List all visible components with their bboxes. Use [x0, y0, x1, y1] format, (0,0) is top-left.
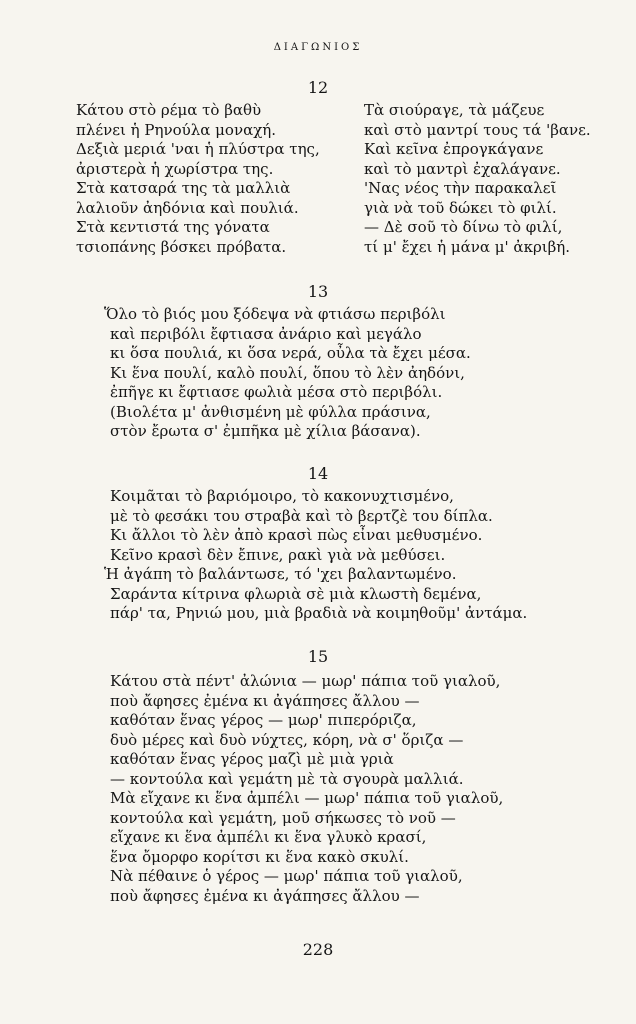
verse-line: Δεξιὰ μεριά 'ναι ἡ πλύστρα της,: [76, 140, 320, 158]
verse-line: καὶ τὸ μαντρὶ ἐχαλάγανε.: [364, 159, 561, 178]
verse-line: — Δὲ σοῦ τὸ δίνω τὸ φιλί,: [364, 218, 563, 236]
verse-line: τί μ' ἔχει ἡ μάνα μ' ἀκριβή.: [364, 237, 571, 256]
verse-line: Κι ἕνα πουλί, καλὸ πουλί, ὅπου τὸ λὲν ἀηδόνι,: [110, 363, 465, 382]
verse-line: Ἡ ἀγάπη τὸ βαλάντωσε, τό 'χει βαλαντωμένο.: [104, 565, 457, 583]
verse-line: τσιοπάνης βόσκει πρόβατα.: [76, 237, 287, 256]
verse-line: Κάτου στὰ πέντ' ἀλώνια — μωρ' πάπια τοῦ γιαλοῦ,: [110, 672, 501, 690]
verse-line: λαλιοῦν ἀηδόνια καὶ πουλιά.: [76, 198, 299, 217]
verse-line: γιὰ νὰ τοῦ δώκει τὸ φιλί.: [364, 198, 557, 217]
poem-12-right-column: [364, 101, 591, 257]
page-number: 228: [302, 940, 334, 959]
verse-line: Κοιμᾶται τὸ βαριόμοιρο, τὸ κακονυχτισμένο,: [110, 487, 454, 505]
poem-13: [104, 305, 471, 442]
verse-line: στὸν ἔρωτα σ' ἐμπῆκα μὲ χίλια βάσανα).: [110, 422, 421, 440]
verse-line: καὶ περιβόλι ἔφτιασα ἀνάριο καὶ μεγάλο: [110, 324, 422, 343]
verse-line: ποὺ ἄφησες ἐμένα κι ἀγάπησες ἄλλου —: [110, 886, 420, 905]
verse-line: δυὸ μέρες καὶ δυὸ νύχτες, κόρη, νὰ σ' ὅριζα —: [110, 730, 464, 749]
verse-line: κι ὅσα πουλιά, κι ὅσα νερά, οὖλα τὰ ἔχει μέσα.: [110, 344, 471, 362]
verse-line: Σαράντα κίτρινα φλωριὰ σὲ μιὰ κλωστὴ δεμένα,: [110, 584, 482, 603]
poem-number-15: 15: [307, 647, 329, 666]
verse-line: Κεῖνο κρασὶ δὲν ἔπινε, ρακὶ γιὰ νὰ μεθύσει.: [110, 545, 446, 564]
verse-line: Κάτου στὸ ρέμα τὸ βαθὺ: [76, 101, 262, 119]
verse-line: καθόταν ἕνας γέρος μαζὶ μὲ μιὰ γριὰ: [110, 750, 394, 768]
verse-line: Νὰ πέθαινε ὁ γέρος — μωρ' πάπια τοῦ γιαλοῦ,: [110, 867, 463, 885]
verse-line: 'Νας νέος τὴν παρακαλεῖ: [364, 179, 557, 197]
verse-line: Μὰ εἴχανε κι ἕνα ἀμπέλι — μωρ' πάπια τοῦ γιαλοῦ,: [110, 789, 504, 807]
poem-number-13: 13: [307, 282, 329, 301]
verse-line: Τὰ σιούραγε, τὰ μάζευε: [364, 101, 545, 119]
verse-line: ποὺ ἄφησες ἐμένα κι ἀγάπησες ἄλλου —: [110, 691, 420, 710]
verse-line: — κοντούλα καὶ γεμάτη μὲ τὰ σγουρὰ μαλλιά.: [110, 769, 464, 788]
poem-number-12: 12: [307, 78, 329, 97]
verse-line: καθόταν ἕνας γέρος — μωρ' πιπερόριζα,: [110, 711, 417, 729]
verse-line: ἐπῆγε κι ἔφτιασε φωλιὰ μέσα στὸ περιβόλι.: [110, 383, 443, 401]
verse-line: κοντούλα καὶ γεμάτη, μοῦ σήκωσες τὸ νοῦ —: [110, 808, 456, 827]
verse-line: πλένει ἡ Ρηνούλα μοναχή.: [76, 120, 277, 139]
verse-line: Καὶ κεῖνα ἐπρογκάγανε: [364, 140, 544, 158]
verse-line: Στὰ κατσαρά της τὰ μαλλιὰ: [76, 179, 291, 197]
poem-15: [110, 672, 503, 906]
verse-line: μὲ τὸ φεσάκι του στραβὰ καὶ τὸ βερτζὲ του δίπλα.: [110, 506, 493, 525]
poem-12-left-column: [76, 101, 320, 257]
verse-line: Ὅλο τὸ βιός μου ξόδεψα νὰ φτιάσω περιβόλι: [104, 305, 446, 323]
verse-line: (Βιολέτα μ' ἀνθισμένη μὲ φύλλα πράσινα,: [110, 402, 431, 421]
poem-14: [104, 487, 527, 624]
verse-line: ἀριστερὰ ἡ χωρίστρα της.: [76, 159, 274, 178]
verse-line: Κι ἄλλοι τὸ λὲν ἀπὸ κρασὶ πὼς εἶναι μεθυσμένο.: [110, 526, 483, 544]
verse-line: εἴχανε κι ἕνα ἀμπέλι κι ἕνα γλυκὸ κρασί,: [110, 828, 427, 846]
verse-line: Στὰ κεντιστά της γόνατα: [76, 218, 270, 236]
verse-line: ἕνα ὄμορφο κορίτσι κι ἕνα κακὸ σκυλί.: [110, 847, 409, 866]
verse-line: πάρ' τα, Ρηνιώ μου, μιὰ βραδιὰ νὰ κοιμηθοῦμ' ἀντάμα.: [110, 604, 528, 622]
verse-line: καὶ στὸ μαντρί τους τά 'βανε.: [364, 120, 591, 139]
poem-number-14: 14: [307, 464, 329, 483]
running-header: ΔΙΑΓΩΝΙΟΣ: [273, 42, 363, 53]
